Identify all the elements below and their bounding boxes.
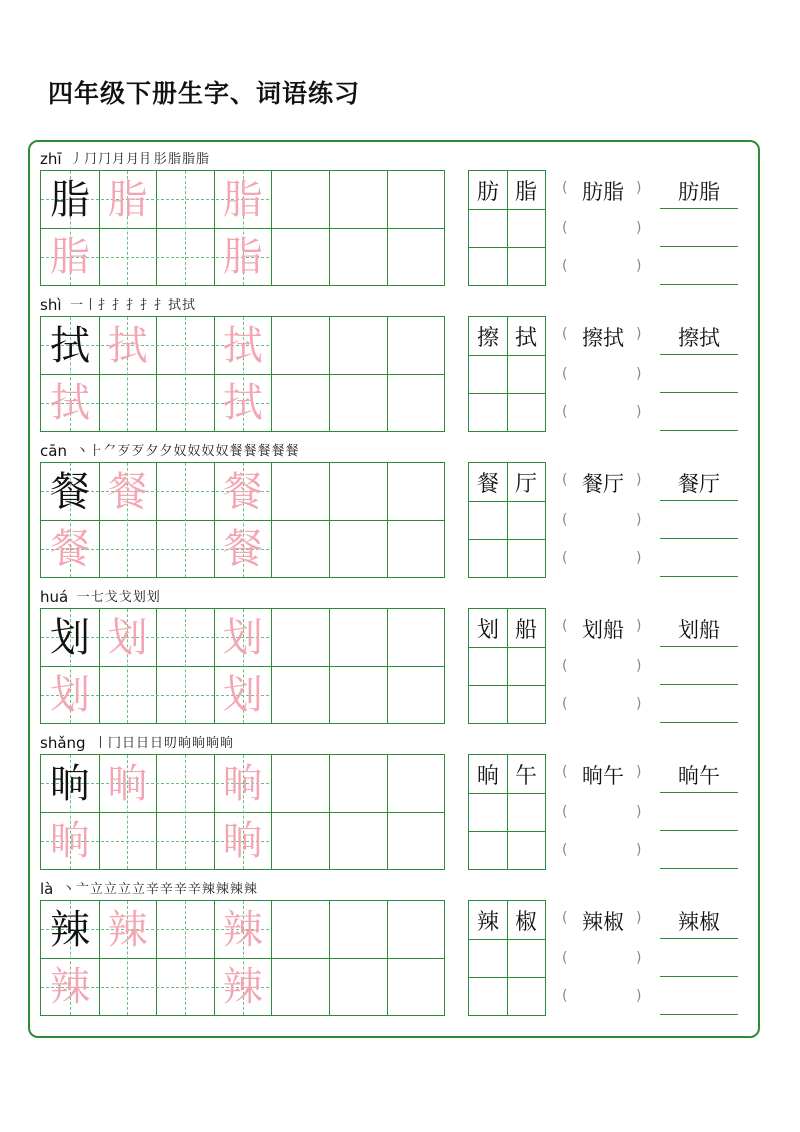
stroke-step: 月 [126,152,140,167]
model-character: 划 [50,615,90,661]
stroke-step: 辣 [243,882,257,897]
underline-word-column [660,754,738,870]
stroke-step: 歹 [131,444,145,459]
stroke-step: 辛 [173,882,187,897]
trace-character: 脂 [107,177,148,223]
stroke-step: 日 [122,736,136,751]
char-section [0,436,800,582]
trace-character: 拭 [222,380,263,426]
underline-word: 肪脂 [678,180,720,204]
underline-word-column [660,462,738,578]
stroke-step: 一 [69,298,83,313]
pinyin-label: là [40,880,54,898]
trace-character: 拭 [50,380,90,426]
word-character: 晌 [476,763,499,789]
underline-word: 划船 [678,618,720,642]
stroke-step: 辛 [187,882,201,897]
stroke-step: 拭 [167,298,181,313]
pinyin-label: shǎng [40,734,86,752]
stroke-step: 辣 [201,882,215,897]
trace-character: 辣 [50,964,90,1010]
close-paren: ) [636,658,642,674]
trace-character: 划 [222,672,263,718]
trace-character: 脂 [222,177,263,223]
trace-character: 晌 [107,761,148,807]
model-character: 拭 [50,323,90,369]
stroke-sequence [70,152,210,168]
word-grid [468,608,546,724]
open-paren: ( [562,618,568,634]
open-paren: ( [562,696,568,712]
stroke-step: 奴 [187,444,201,459]
stroke-step: 戈 [104,590,118,605]
underline-word-column [660,900,738,1016]
trace-character: 划 [222,615,263,661]
open-paren: ( [562,842,568,858]
bracket-word-column [562,170,644,286]
stroke-step: ⺝ [140,152,154,167]
practice-grid [40,754,445,870]
trace-character: 辣 [107,907,148,953]
trace-character: 脂 [222,234,263,280]
char-section [0,144,800,290]
stroke-step: 七 [90,590,104,605]
stroke-step: 扌 [111,298,125,313]
stroke-step: 亠 [75,882,89,897]
stroke-step: 丨 [83,298,97,313]
writing-line[interactable] [660,792,738,793]
stroke-step: 立 [117,882,131,897]
writing-line[interactable] [660,538,738,539]
char-section [0,582,800,728]
stroke-step: ⺊ [89,444,103,459]
stroke-step: 立 [131,882,145,897]
stroke-step: 旫 [164,736,178,751]
underline-word: 餐厅 [678,472,720,496]
stroke-step: 晌 [220,736,234,751]
close-paren: ) [636,988,642,1004]
stroke-step: 脂 [196,152,210,167]
model-character: 辣 [50,907,90,953]
close-paren: ) [636,472,642,488]
practice-grid [40,462,445,578]
writing-line[interactable] [660,722,738,723]
word-character: 午 [514,763,537,789]
open-paren: ( [562,512,568,528]
writing-line[interactable] [660,208,738,209]
writing-line[interactable] [660,830,738,831]
open-paren: ( [562,366,568,382]
bracket-word: 划船 [582,618,624,642]
trace-character: 餐 [50,526,90,572]
stroke-step: 辛 [159,882,173,897]
word-character: 脂 [514,179,537,205]
open-paren: ( [562,988,568,1004]
bracket-word-column [562,608,644,724]
stroke-step: 肜 [154,152,168,167]
stroke-step: 餐 [229,444,243,459]
writing-line[interactable] [660,868,738,869]
close-paren: ) [636,910,642,926]
char-section [0,728,800,874]
stroke-step: 扌 [125,298,139,313]
stroke-step: 辣 [215,882,229,897]
bracket-word: 肪脂 [582,180,624,204]
word-grid [468,316,546,432]
bracket-word-column [562,462,644,578]
writing-line[interactable] [660,976,738,977]
trace-character: 划 [50,672,90,718]
stroke-order-line [40,290,196,314]
stroke-step: 月 [112,152,126,167]
model-character: 晌 [50,761,90,807]
stroke-step: 晌 [178,736,192,751]
model-character: 餐 [50,469,90,515]
bracket-word-column [562,754,644,870]
open-paren: ( [562,220,568,236]
stroke-step: 餐 [271,444,285,459]
stroke-step: 拭 [181,298,195,313]
stroke-step: ⺆ [84,152,98,167]
underline-word-column [660,170,738,286]
stroke-step: 扌 [153,298,167,313]
stroke-sequence [75,444,299,460]
stroke-order-line [40,728,234,752]
word-grid [468,900,546,1016]
stroke-step: 丿 [70,152,84,167]
trace-character: 餐 [107,469,148,515]
stroke-step: 丨 [94,736,108,751]
open-paren: ( [562,404,568,420]
stroke-step: 日 [150,736,164,751]
underline-word: 辣椒 [678,910,720,934]
stroke-step: 一 [76,590,90,605]
stroke-step: 奴 [173,444,187,459]
open-paren: ( [562,804,568,820]
underline-word-column [660,316,738,432]
stroke-step: 辣 [229,882,243,897]
word-character: 椒 [514,909,537,935]
close-paren: ) [636,258,642,274]
close-paren: ) [636,950,642,966]
close-paren: ) [636,550,642,566]
practice-grid [40,900,445,1016]
trace-character: 晌 [50,818,90,864]
trace-character: 餐 [222,469,263,515]
underline-word-column [660,608,738,724]
word-character: 餐 [476,471,499,497]
stroke-step: 夕 [145,444,159,459]
word-character: 拭 [514,325,537,351]
word-grid [468,462,546,578]
practice-grid [40,316,445,432]
open-paren: ( [562,950,568,966]
trace-character: 辣 [222,907,263,953]
stroke-step: 晌 [206,736,220,751]
stroke-order-line [40,436,299,460]
stroke-order-line [40,874,257,898]
stroke-step: 划 [132,590,146,605]
char-section [0,290,800,436]
stroke-step: 歹 [117,444,131,459]
trace-character: 晌 [222,818,263,864]
open-paren: ( [562,326,568,342]
close-paren: ) [636,326,642,342]
open-paren: ( [562,550,568,566]
stroke-step: 夕 [159,444,173,459]
close-paren: ) [636,366,642,382]
writing-line[interactable] [660,938,738,939]
bracket-word: 辣椒 [582,910,624,934]
writing-line[interactable] [660,284,738,285]
close-paren: ) [636,618,642,634]
close-paren: ) [636,404,642,420]
stroke-step: 脂 [182,152,196,167]
writing-line[interactable] [660,246,738,247]
word-character: 船 [514,617,537,643]
stroke-step: 餐 [243,444,257,459]
stroke-step: 餐 [285,444,299,459]
writing-line[interactable] [660,392,738,393]
stroke-step: 立 [103,882,117,897]
word-character: 辣 [476,909,499,935]
stroke-step: 奴 [201,444,215,459]
char-section [0,874,800,1020]
stroke-step: 扌 [139,298,153,313]
close-paren: ) [636,696,642,712]
stroke-step: 奴 [215,444,229,459]
stroke-step: 戈 [118,590,132,605]
model-character: 脂 [50,177,90,223]
stroke-order-line [40,144,210,168]
stroke-step: 立 [89,882,103,897]
trace-character: 晌 [222,761,263,807]
stroke-step: 冂 [108,736,122,751]
pinyin-label: shì [40,296,62,314]
writing-line[interactable] [660,684,738,685]
writing-line[interactable] [660,576,738,577]
stroke-step: 扌 [97,298,111,313]
stroke-step: 日 [136,736,150,751]
stroke-step: 晌 [192,736,206,751]
bracket-word: 餐厅 [582,472,624,496]
bracket-word-column [562,900,644,1016]
open-paren: ( [562,258,568,274]
stroke-step: 丶 [75,444,89,459]
trace-character: 拭 [222,323,263,369]
stroke-step: ⺆ [98,152,112,167]
stroke-step: 辛 [145,882,159,897]
trace-character: 脂 [50,234,90,280]
close-paren: ) [636,220,642,236]
underline-word: 晌午 [678,764,720,788]
close-paren: ) [636,764,642,780]
open-paren: ( [562,910,568,926]
close-paren: ) [636,180,642,196]
word-character: 划 [476,617,499,643]
underline-word: 擦拭 [678,326,720,350]
open-paren: ( [562,472,568,488]
word-character: 肪 [476,179,499,205]
writing-line[interactable] [660,1014,738,1015]
page-title: 四年级下册生字、词语练习 [48,79,361,108]
trace-character: 辣 [222,964,263,1010]
writing-line[interactable] [660,354,738,355]
practice-grid [40,170,445,286]
bracket-word: 擦拭 [582,326,624,350]
trace-character: 餐 [222,526,263,572]
practice-grid [40,608,445,724]
pinyin-label: huá [40,588,69,606]
word-character: 擦 [476,325,499,351]
open-paren: ( [562,764,568,780]
bracket-word-column [562,316,644,432]
stroke-sequence [76,590,160,606]
open-paren: ( [562,658,568,674]
close-paren: ) [636,512,642,528]
writing-line[interactable] [660,646,738,647]
close-paren: ) [636,842,642,858]
stroke-order-line [40,582,160,606]
word-grid [468,170,546,286]
pinyin-label: zhī [40,150,62,168]
stroke-sequence [61,882,257,898]
close-paren: ) [636,804,642,820]
stroke-step: 脂 [168,152,182,167]
bracket-word: 晌午 [582,764,624,788]
stroke-sequence [70,298,196,314]
stroke-sequence [94,736,234,752]
writing-line[interactable] [660,500,738,501]
open-paren: ( [562,180,568,196]
writing-line[interactable] [660,430,738,431]
trace-character: 拭 [107,323,148,369]
stroke-step: ⺈ [103,444,117,459]
stroke-step: 划 [146,590,160,605]
word-grid [468,754,546,870]
stroke-step: 丶 [61,882,75,897]
pinyin-label: cān [40,442,67,460]
trace-character: 划 [107,615,148,661]
stroke-step: 餐 [257,444,271,459]
word-character: 厅 [514,471,537,497]
